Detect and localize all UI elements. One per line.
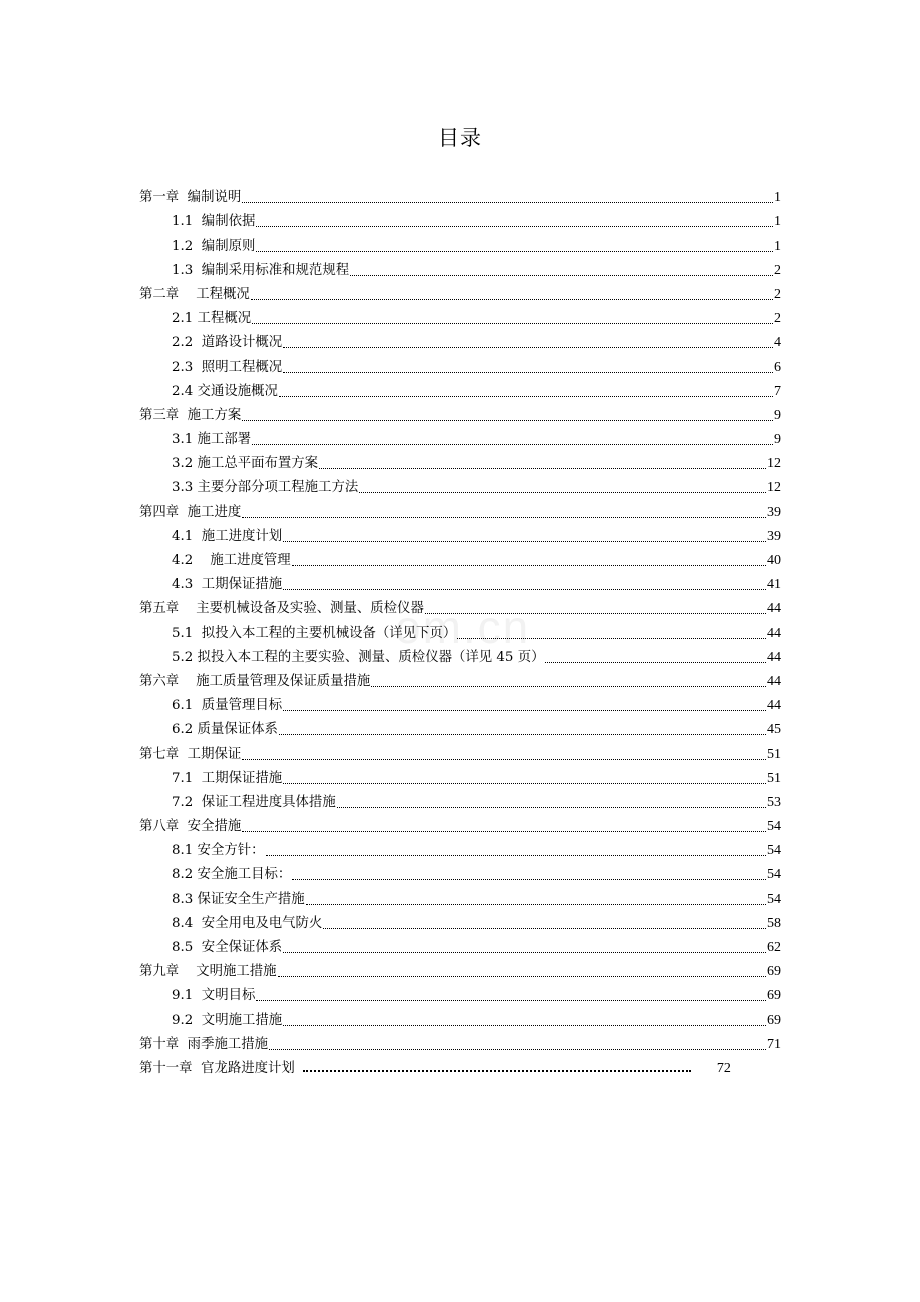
toc-chapter-entry[interactable] xyxy=(139,594,781,618)
dot-leader xyxy=(292,878,766,880)
toc-entry-title: 9.1 文明目标 xyxy=(172,988,256,1004)
toc-page-number: 44 xyxy=(767,673,781,689)
toc-section-entry[interactable] xyxy=(139,546,781,570)
toc-page-number: 39 xyxy=(767,504,781,520)
toc-section-entry[interactable] xyxy=(139,715,781,739)
toc-entry-title: 第一章 编制说明 xyxy=(139,190,242,206)
table-of-contents xyxy=(139,183,781,1078)
toc-section-entry[interactable] xyxy=(139,933,781,957)
toc-page-number: 12 xyxy=(767,480,781,496)
toc-entry-title: 1.2 编制原则 xyxy=(172,238,256,254)
toc-entry-title: 2.1 工程概况 xyxy=(172,311,252,327)
toc-chapter-entry[interactable] xyxy=(139,812,781,836)
toc-page-number: 69 xyxy=(767,964,781,980)
toc-entry-title: 5.2 拟投入本工程的主要实验、测量、质检仪器（详见 45 页） xyxy=(172,649,545,665)
toc-page-number: 72 xyxy=(716,1060,731,1076)
toc-entry-title: 7.2 保证工程进度具体措施 xyxy=(172,794,336,810)
toc-section-entry[interactable] xyxy=(139,304,781,328)
toc-page-number: 44 xyxy=(767,625,781,641)
toc-chapter-entry[interactable] xyxy=(139,401,781,425)
toc-section-entry[interactable] xyxy=(139,884,781,908)
toc-page-number: 54 xyxy=(767,843,781,859)
toc-entry-title: 6.1 质量管理目标 xyxy=(172,698,283,714)
toc-section-entry[interactable] xyxy=(139,231,781,255)
toc-entry-title: 8.5 安全保证体系 xyxy=(172,940,283,955)
toc-page-number: 1 xyxy=(774,214,781,230)
dot-leader xyxy=(251,298,773,300)
dot-leader xyxy=(283,346,773,348)
toc-section-entry[interactable] xyxy=(139,860,781,884)
dot-leader xyxy=(323,927,766,929)
dot-leader xyxy=(425,612,766,614)
toc-chapter-entry[interactable] xyxy=(139,1054,781,1078)
toc-section-entry[interactable] xyxy=(139,473,781,497)
dot-leader xyxy=(242,201,773,203)
dot-leader xyxy=(292,564,766,566)
toc-entry-title: 2.3 照明工程概况 xyxy=(172,359,283,375)
toc-entry-title: 3.3 主要分部分项工程施工方法 xyxy=(172,480,359,496)
toc-chapter-entry[interactable] xyxy=(139,1030,781,1054)
toc-page-number: 69 xyxy=(767,1012,781,1028)
toc-section-entry[interactable] xyxy=(139,788,781,812)
toc-entry-title: 8.4 安全用电及电气防火 xyxy=(172,915,323,931)
toc-page-number: 39 xyxy=(767,528,781,544)
toc-section-entry[interactable] xyxy=(139,643,781,667)
toc-section-entry[interactable] xyxy=(139,1005,781,1029)
toc-entry-title: 1.3 编制采用标准和规范规程 xyxy=(172,262,350,278)
dot-leader xyxy=(283,540,766,542)
dot-leader xyxy=(278,975,766,977)
dot-leader xyxy=(359,491,766,493)
toc-section-entry[interactable] xyxy=(139,377,781,401)
toc-page-number: 51 xyxy=(767,746,781,762)
toc-entry-title: 第五章 主要机械设备及实验、测量、质检仪器 xyxy=(139,601,424,617)
toc-section-entry[interactable] xyxy=(139,425,781,449)
toc-entry-title: 第七章 工期保证 xyxy=(139,746,242,762)
dot-leader xyxy=(256,225,773,227)
toc-section-entry[interactable] xyxy=(139,256,781,280)
toc-section-entry[interactable] xyxy=(139,207,781,231)
dot-leader xyxy=(303,1069,691,1072)
toc-entry-title: 7.1 工期保证措施 xyxy=(172,770,283,786)
dot-leader xyxy=(371,685,766,687)
toc-entry-title: 4.2 施工进度管理 xyxy=(172,553,291,568)
toc-entry-title: 第十章 雨季施工措施 xyxy=(139,1036,269,1052)
toc-page-number: 51 xyxy=(767,770,781,786)
dot-leader xyxy=(283,588,766,590)
toc-section-entry[interactable] xyxy=(139,352,781,376)
toc-page-number: 1 xyxy=(774,190,781,206)
page-title: 目录 xyxy=(438,126,482,150)
toc-entry-title: 第三章 施工方案 xyxy=(139,407,242,423)
toc-entry-title: 2.4 交通设施概况 xyxy=(172,383,278,399)
toc-page-number: 2 xyxy=(774,311,781,327)
toc-section-entry[interactable] xyxy=(139,449,781,473)
toc-page-number: 44 xyxy=(767,698,781,714)
toc-entry-title: 第九章 文明施工措施 xyxy=(139,964,277,980)
toc-page-number: 2 xyxy=(774,286,781,302)
toc-entry-title: 8.1 安全方针： xyxy=(172,843,265,859)
toc-entry-title: 第四章 施工进度 xyxy=(139,504,242,520)
toc-page-number: 71 xyxy=(767,1036,781,1052)
toc-page-number: 9 xyxy=(774,407,781,423)
dot-leader xyxy=(256,999,766,1001)
toc-page-number: 2 xyxy=(774,262,781,278)
toc-section-entry[interactable] xyxy=(139,981,781,1005)
toc-page-number: 41 xyxy=(767,577,781,593)
toc-entry-title: 4.1 施工进度计划 xyxy=(172,528,283,544)
toc-entry-title: 第十一章 官龙路进度计划 xyxy=(139,1060,295,1076)
toc-page-number: 1 xyxy=(774,238,781,254)
toc-entry-title: 8.3 保证安全生产措施 xyxy=(172,891,305,907)
toc-entry-title: 第二章 工程概况 xyxy=(139,286,250,302)
toc-page-number: 44 xyxy=(767,601,781,617)
toc-section-entry[interactable] xyxy=(139,909,781,933)
watermark: om.cn xyxy=(395,601,531,653)
toc-chapter-entry[interactable] xyxy=(139,183,781,207)
toc-section-entry[interactable] xyxy=(139,691,781,715)
toc-entry-title: 第六章 施工质量管理及保证质量措施 xyxy=(139,673,371,689)
toc-page-number: 12 xyxy=(767,456,781,472)
toc-entry-title: 3.2 施工总平面布置方案 xyxy=(172,456,319,472)
dot-leader xyxy=(252,443,773,445)
dot-leader xyxy=(283,782,766,784)
toc-page-number: 44 xyxy=(767,649,781,665)
dot-leader xyxy=(457,637,766,639)
dot-leader xyxy=(283,951,766,953)
dot-leader xyxy=(242,830,766,832)
dot-leader xyxy=(242,516,766,518)
toc-chapter-entry[interactable] xyxy=(139,280,781,304)
toc-page-number: 54 xyxy=(767,819,781,835)
toc-entry-title: 第八章 安全措施 xyxy=(139,819,242,835)
dot-leader xyxy=(306,903,766,905)
toc-entry-title: 3.1 施工部署 xyxy=(172,432,252,448)
dot-leader xyxy=(256,250,773,252)
toc-section-entry[interactable] xyxy=(139,836,781,860)
dot-leader xyxy=(252,322,773,324)
toc-chapter-entry[interactable] xyxy=(139,957,781,981)
toc-section-entry[interactable] xyxy=(139,764,781,788)
toc-entry-title: 1.1 编制依据 xyxy=(172,214,256,230)
toc-section-entry[interactable] xyxy=(139,522,781,546)
toc-page-number: 7 xyxy=(774,383,781,399)
toc-page-number: 69 xyxy=(767,988,781,1004)
toc-page-number: 9 xyxy=(774,432,781,448)
toc-page-number: 6 xyxy=(774,359,781,375)
dot-leader xyxy=(266,854,766,856)
toc-page-number: 54 xyxy=(767,867,781,883)
dot-leader xyxy=(242,758,766,760)
toc-page-number: 4 xyxy=(774,335,781,351)
dot-leader xyxy=(279,395,773,397)
dot-leader xyxy=(319,467,766,469)
dot-leader xyxy=(283,371,773,373)
toc-section-entry[interactable] xyxy=(139,570,781,594)
dot-leader xyxy=(337,806,766,808)
dot-leader xyxy=(350,274,773,276)
toc-entry-title: 2.2 道路设计概况 xyxy=(172,335,283,351)
toc-entry-title: 5.1 拟投入本工程的主要机械设备（详见下页） xyxy=(172,625,457,641)
toc-page-number: 58 xyxy=(767,915,781,931)
toc-section-entry[interactable] xyxy=(139,618,781,642)
toc-entry-title: 6.2 质量保证体系 xyxy=(172,722,278,738)
dot-leader xyxy=(242,419,773,421)
dot-leader xyxy=(283,709,766,711)
toc-chapter-entry[interactable] xyxy=(139,497,781,521)
toc-chapter-entry[interactable] xyxy=(139,667,781,691)
toc-entry-title: 4.3 工期保证措施 xyxy=(172,577,283,593)
toc-page-number: 45 xyxy=(767,722,781,738)
dot-leader xyxy=(283,1024,766,1026)
toc-page-number: 54 xyxy=(767,891,781,907)
toc-entry-title: 8.2 安全施工目标： xyxy=(172,867,292,883)
toc-page-number: 40 xyxy=(767,553,781,568)
dot-leader xyxy=(269,1048,766,1050)
toc-page-number: 62 xyxy=(767,940,781,955)
toc-entry-title: 9.2 文明施工措施 xyxy=(172,1012,283,1028)
toc-section-entry[interactable] xyxy=(139,328,781,352)
toc-chapter-entry[interactable] xyxy=(139,739,781,763)
toc-page-number: 53 xyxy=(767,794,781,810)
dot-leader xyxy=(545,661,766,663)
dot-leader xyxy=(279,733,766,735)
